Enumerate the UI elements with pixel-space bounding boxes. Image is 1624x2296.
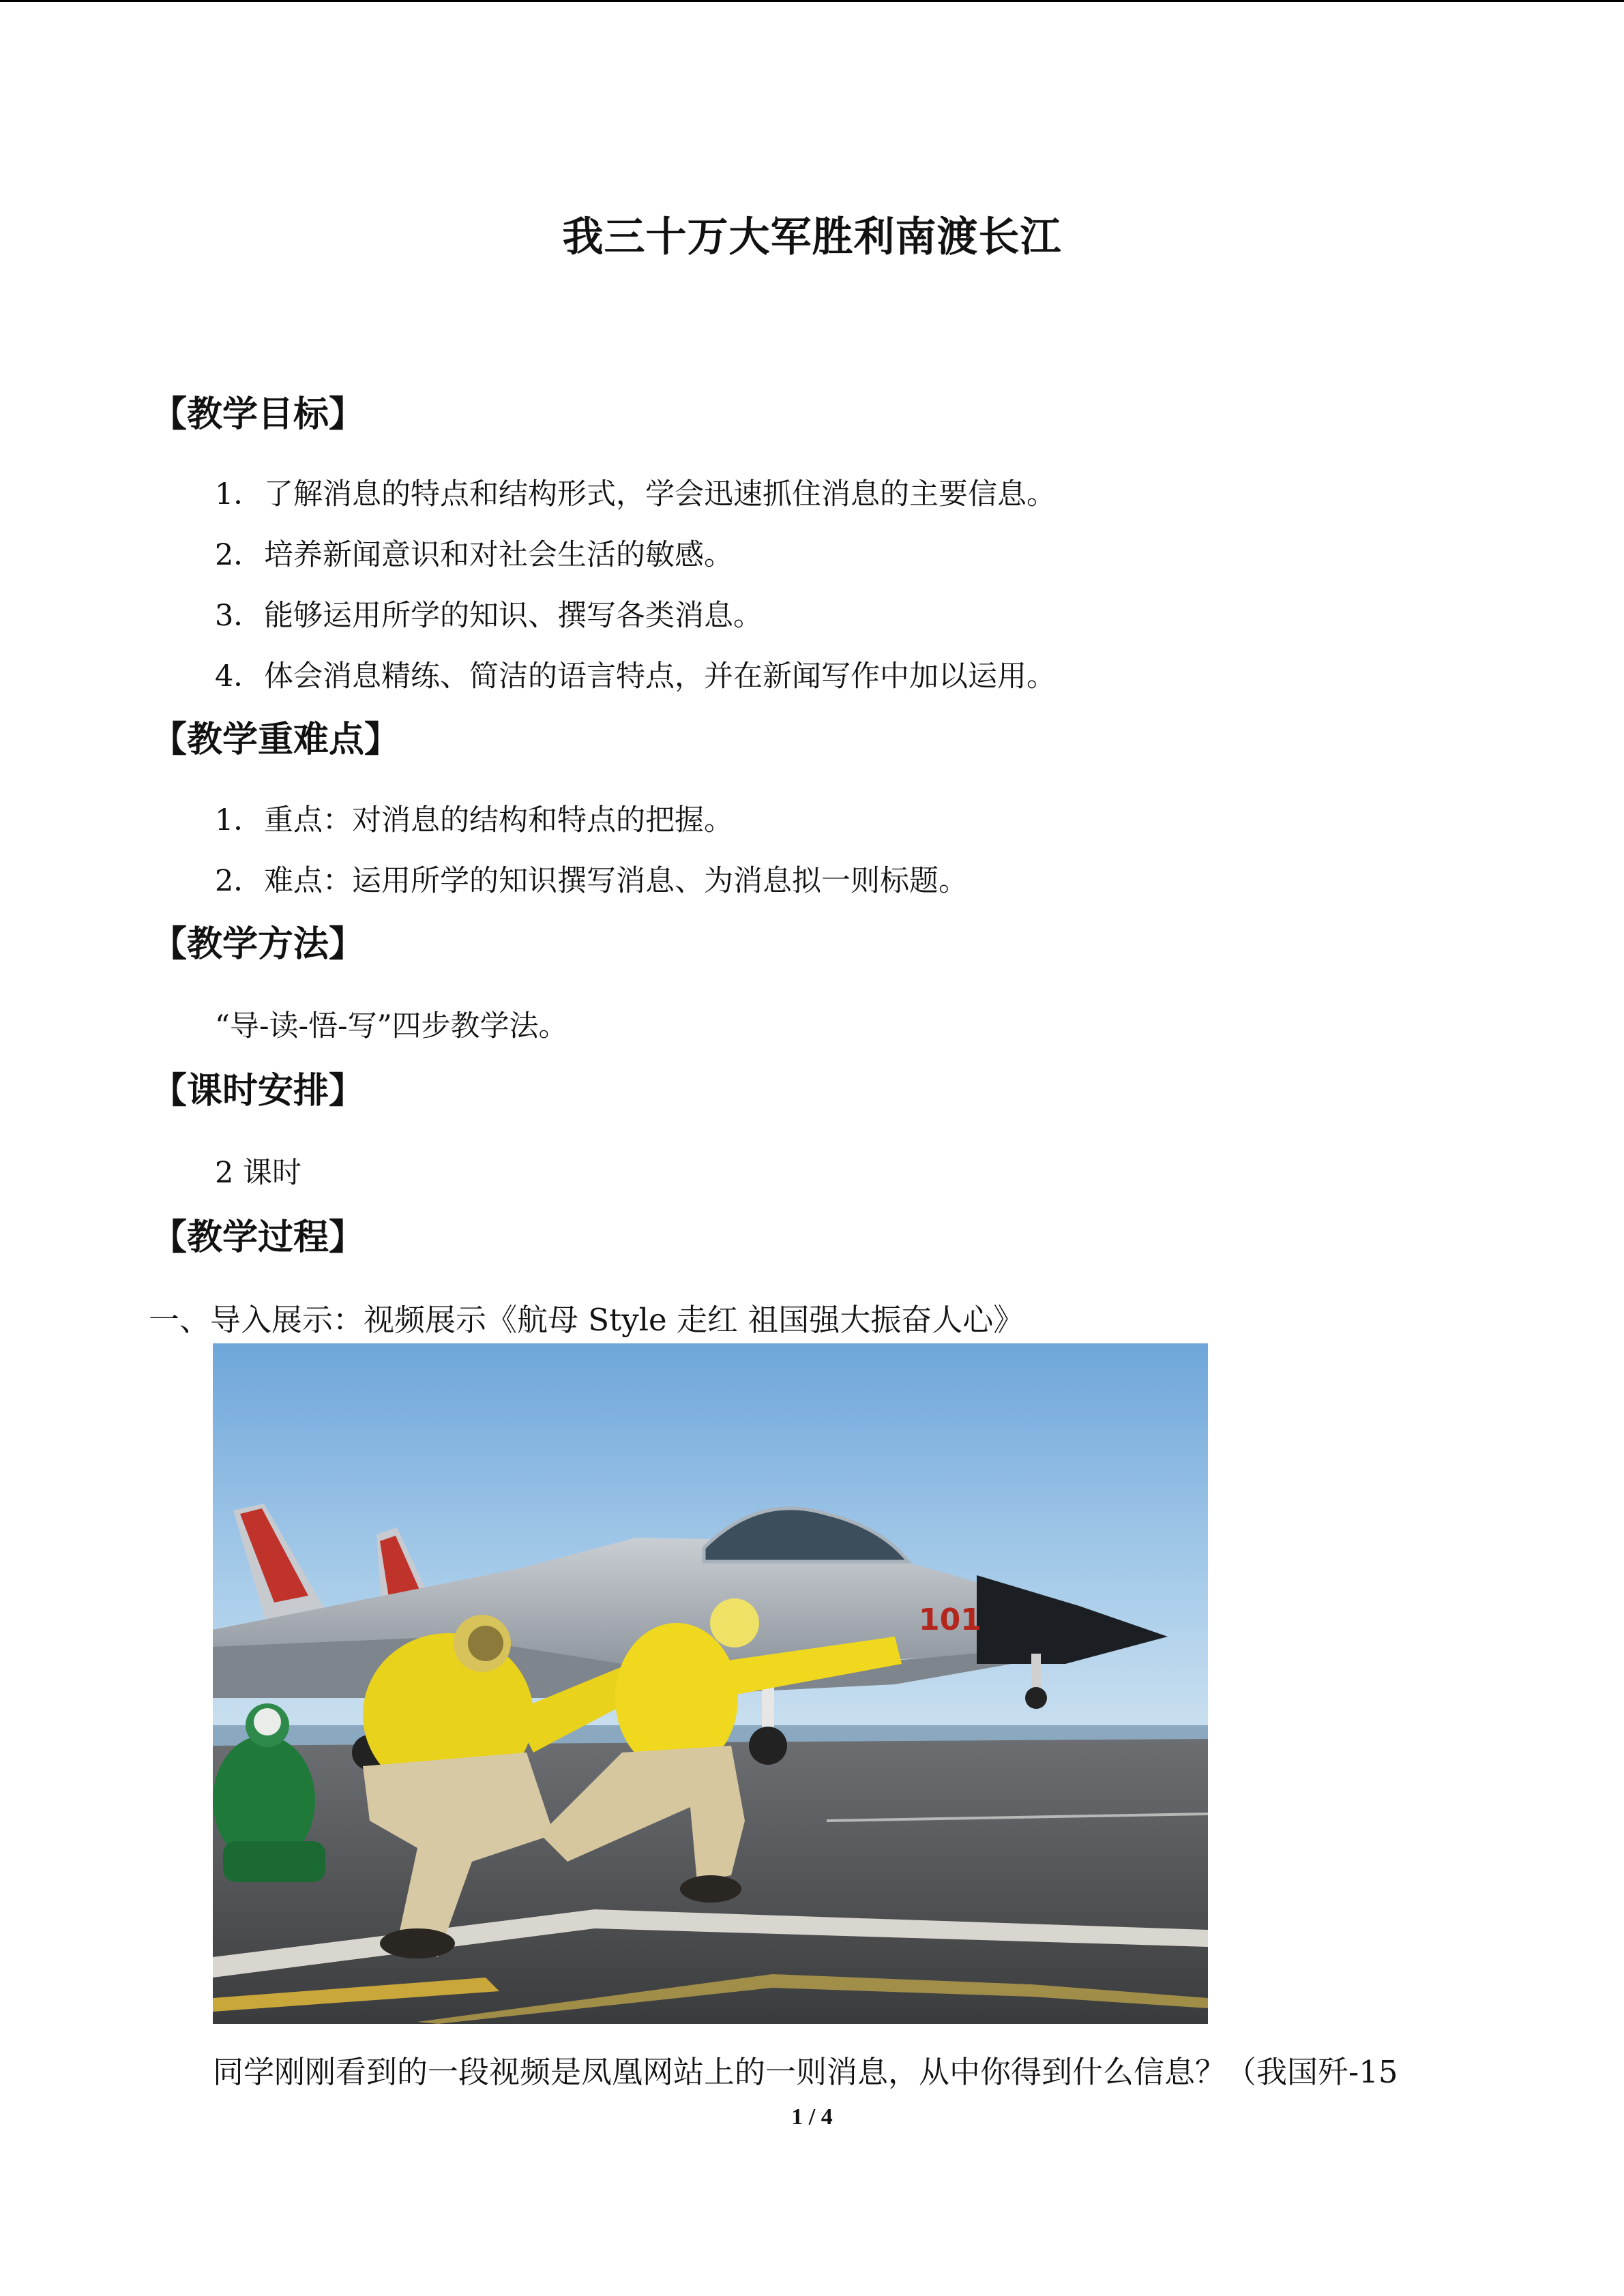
aircraft-carrier-photo <box>213 1343 1208 2024</box>
goal-num: 4． <box>215 659 263 694</box>
heading-key-points: 【教学重难点】 <box>151 719 400 760</box>
goal-item-4 <box>215 659 1056 694</box>
document-title: 我三十万大军胜利南渡长江 <box>562 213 1062 261</box>
goal-item-3 <box>215 598 763 633</box>
jet-marking: 101 <box>919 1602 981 1637</box>
process-paragraph: 同学刚刚看到的一段视频是凤凰网站上的一则消息，从中你得到什么信息？（我国歼-15 <box>213 2054 1398 2090</box>
goal-num: 2． <box>215 538 263 572</box>
key-point-text: 难点：运用所学的知识撰写消息、为消息拟一则标题。 <box>264 864 968 898</box>
goal-item-2 <box>215 537 733 573</box>
key-point-text: 重点：对消息的结构和特点的把握。 <box>264 803 733 837</box>
goal-text: 能够运用所学的知识、撰写各类消息。 <box>264 599 763 633</box>
process-step-1: 一、导入展示：视频展示《航母 Style 走红 祖国强大振奋人心》 <box>149 1302 1024 1338</box>
goal-text: 培养新闻意识和对社会生活的敏感。 <box>264 538 733 572</box>
key-point-item-2 <box>215 863 968 899</box>
key-point-num: 2． <box>215 864 263 898</box>
goal-item-1 <box>215 477 1056 512</box>
heading-teaching-process: 【教学过程】 <box>151 1217 365 1258</box>
heading-schedule: 【课时安排】 <box>151 1071 365 1112</box>
key-point-num: 1． <box>215 803 263 837</box>
heading-teaching-goals: 【教学目标】 <box>151 394 365 435</box>
goal-num: 1． <box>215 477 263 511</box>
top-border <box>0 0 1624 2</box>
heading-teaching-method: 【教学方法】 <box>151 924 365 965</box>
teaching-method-text: “导-读-悟-写”四步教学法。 <box>215 1009 568 1043</box>
schedule-text: 2 课时 <box>215 1156 302 1190</box>
goal-num: 3． <box>215 599 263 633</box>
goal-text: 体会消息精练、简洁的语言特点，并在新闻写作中加以运用。 <box>264 659 1056 694</box>
page-number: 1 / 4 <box>791 2104 833 2130</box>
goal-text: 了解消息的特点和结构形式，学会迅速抓住消息的主要信息。 <box>264 477 1056 511</box>
key-point-item-1 <box>215 803 733 838</box>
